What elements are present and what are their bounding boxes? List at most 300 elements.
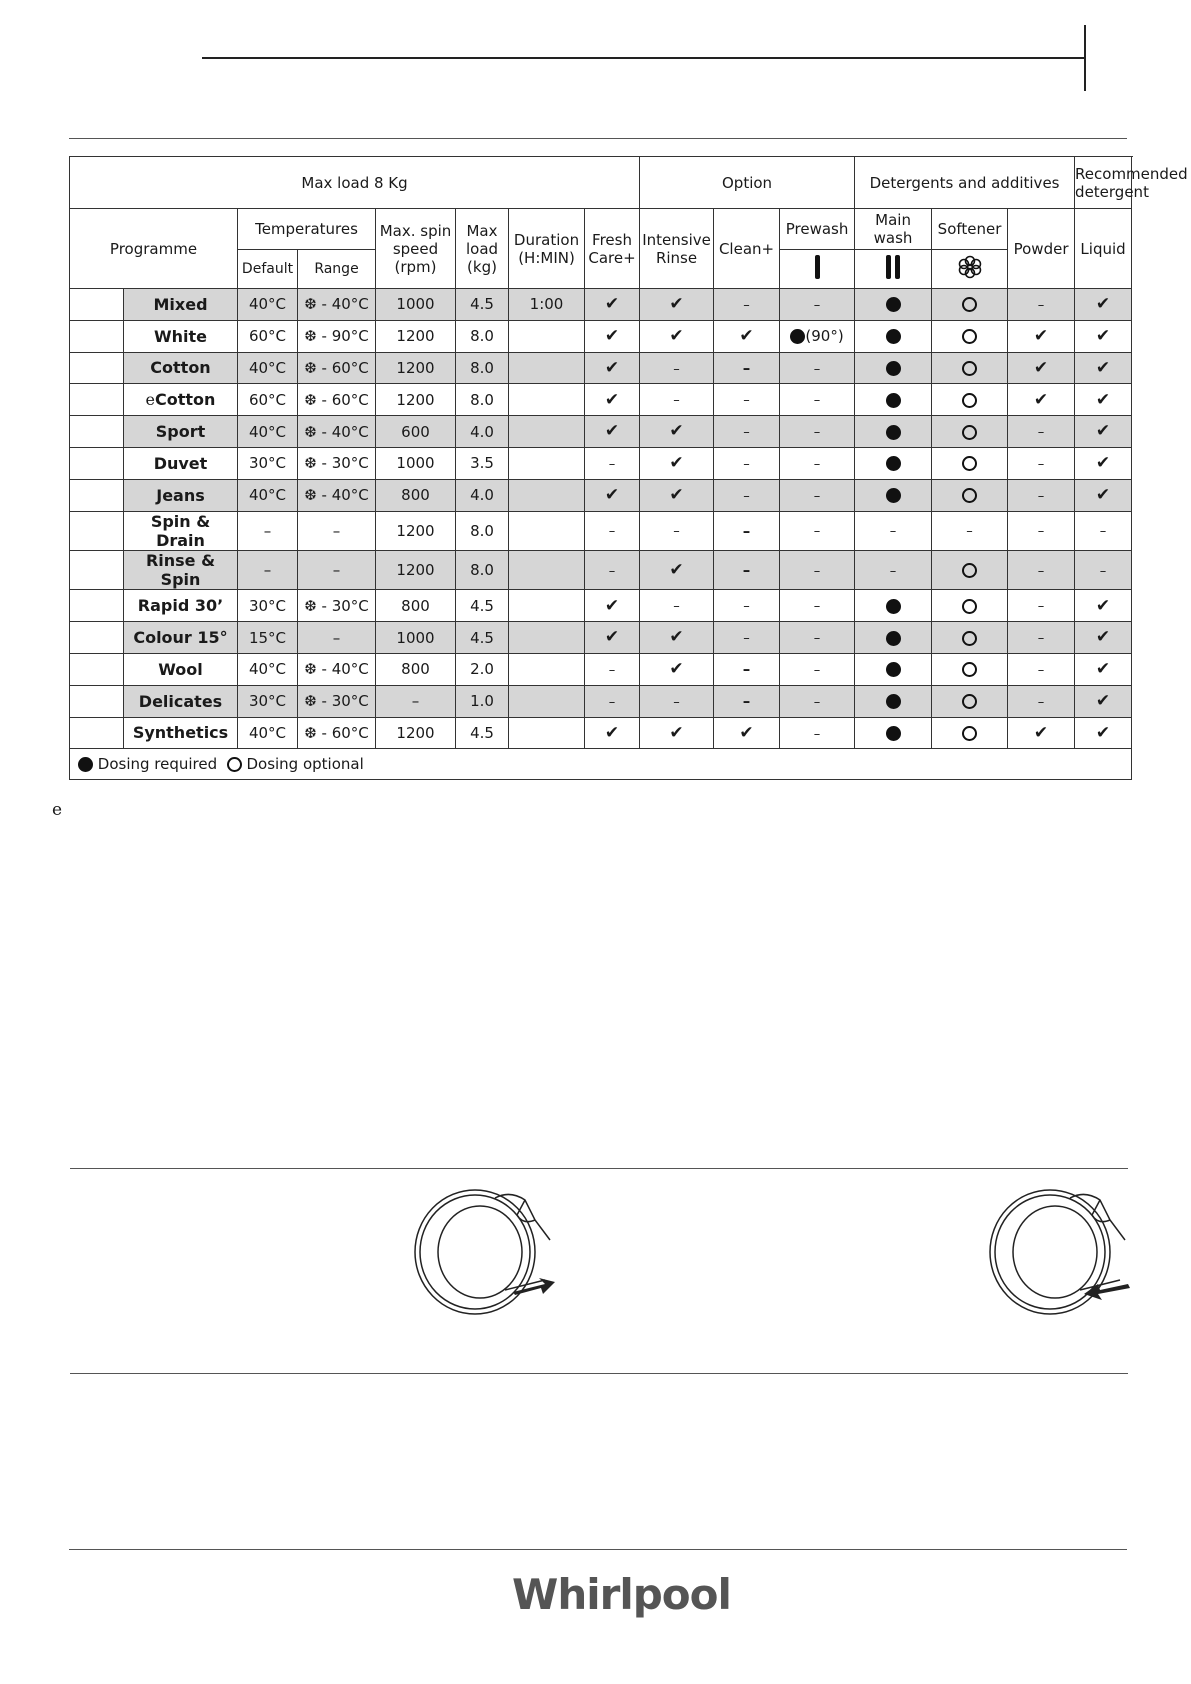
- dash-icon: –: [608, 663, 616, 679]
- door-open-illustration-1: [405, 1180, 565, 1320]
- dash-icon: –: [813, 457, 821, 473]
- check-icon: ✔: [739, 722, 754, 743]
- header-rule: [202, 57, 1086, 59]
- cell-fresh-care: [585, 511, 640, 550]
- dash-icon: –: [1037, 663, 1045, 679]
- programme-name: [124, 653, 238, 685]
- check-icon: ✔: [1095, 389, 1111, 410]
- cell-load: 1.0: [456, 685, 509, 717]
- header-rule-vertical: [1084, 25, 1086, 91]
- cell-softener: [932, 653, 1008, 685]
- cell-load: 4.5: [456, 622, 509, 654]
- cell-liquid: [1075, 511, 1132, 550]
- dosing-required-icon: [886, 393, 901, 408]
- table-row: [70, 352, 1132, 384]
- programme-name: [124, 352, 238, 384]
- check-icon: ✔: [604, 421, 620, 442]
- cell-main-wash: [855, 289, 932, 321]
- cell-powder: [1008, 352, 1075, 384]
- check-icon: ✔: [669, 559, 684, 580]
- check-icon: ✔: [669, 326, 684, 346]
- cell-spin: 1200: [376, 352, 456, 384]
- dash-icon: –: [813, 599, 821, 615]
- check-icon: ✔: [1095, 484, 1111, 505]
- dosing-required-icon: [78, 757, 93, 772]
- temperatures-header: Temperatures: [238, 209, 376, 250]
- cell-softener: [932, 685, 1008, 717]
- dash-icon: –: [742, 358, 751, 377]
- dash-icon: –: [813, 663, 821, 679]
- dash-icon: –: [743, 425, 750, 441]
- cell-liquid: [1075, 717, 1132, 749]
- main-wash-header: Main wash: [855, 209, 932, 250]
- cell-powder: [1008, 289, 1075, 321]
- door-open-illustration-2: [980, 1180, 1140, 1320]
- dosing-required-icon: [886, 361, 901, 376]
- check-icon: ✔: [604, 595, 620, 616]
- dosing-optional-icon: [962, 393, 977, 408]
- table-row: [70, 653, 1132, 685]
- cell-liquid: [1075, 289, 1132, 321]
- cell-fresh-care: [585, 653, 640, 685]
- eco-e-symbol: e: [52, 800, 63, 820]
- dosing-required-icon: [886, 631, 901, 646]
- dosing-optional-icon: [962, 631, 977, 646]
- programme-table: [69, 156, 1188, 780]
- cell-liquid: [1075, 550, 1132, 589]
- cell-prewash: [780, 622, 855, 654]
- cell-fresh-care: [585, 622, 640, 654]
- cell-softener: [932, 289, 1008, 321]
- check-icon: ✔: [1095, 690, 1111, 711]
- dash-icon: –: [742, 561, 751, 580]
- dash-icon: –: [742, 692, 751, 711]
- cell-spin: 1000: [376, 289, 456, 321]
- dash-icon: –: [1037, 488, 1045, 504]
- cell-default: 40°C: [238, 717, 298, 749]
- table-row: [70, 685, 1132, 717]
- cell-default: –: [238, 550, 298, 589]
- programme-name: [124, 384, 238, 416]
- cell-duration: [509, 685, 585, 717]
- cell-liquid: [1075, 447, 1132, 479]
- cell-duration: [509, 320, 585, 352]
- cell-load: 4.0: [456, 416, 509, 448]
- cell-clean-plus: [714, 550, 780, 589]
- dosing-optional-icon: [227, 757, 242, 772]
- legend-optional: Dosing optional: [246, 755, 364, 774]
- programme-name: [124, 511, 238, 550]
- cell-powder: [1008, 320, 1075, 352]
- row-icon-cell: [70, 685, 124, 717]
- cell-default: 40°C: [238, 479, 298, 511]
- cell-prewash: [780, 384, 855, 416]
- cell-spin: 800: [376, 479, 456, 511]
- cell-intensive-rinse: [640, 352, 714, 384]
- cell-powder: [1008, 622, 1075, 654]
- check-icon: ✔: [1095, 722, 1111, 743]
- cell-load: 4.5: [456, 590, 509, 622]
- check-icon: ✔: [1033, 357, 1049, 378]
- cell-fresh-care: [585, 550, 640, 589]
- table-row: [70, 511, 1132, 550]
- range-header: Range: [298, 250, 376, 289]
- dosing-optional-icon: [962, 488, 977, 503]
- recommended-header: Recommended detergent: [1075, 157, 1132, 209]
- cell-prewash: [780, 717, 855, 749]
- row-icon-cell: [70, 511, 124, 550]
- cell-range: ❆ - 40°C: [298, 653, 376, 685]
- programme-name: [124, 622, 238, 654]
- cell-duration: [509, 622, 585, 654]
- programme-label: Synthetics: [132, 723, 229, 743]
- dash-icon: –: [889, 524, 897, 540]
- cell-liquid: [1075, 653, 1132, 685]
- row-icon-cell: [70, 479, 124, 511]
- cell-spin: 800: [376, 653, 456, 685]
- cell-fresh-care: [585, 590, 640, 622]
- dash-icon: –: [743, 599, 750, 615]
- cell-range: –: [298, 550, 376, 589]
- dash-icon: –: [743, 488, 750, 504]
- cell-liquid: [1075, 622, 1132, 654]
- dash-icon: –: [966, 524, 973, 540]
- cell-range: ❆ - 60°C: [298, 717, 376, 749]
- check-icon: ✔: [604, 627, 620, 648]
- cell-range: ❆ - 30°C: [298, 685, 376, 717]
- check-icon: ✔: [1095, 326, 1111, 346]
- cell-intensive-rinse: [640, 622, 714, 654]
- cell-prewash: [780, 416, 855, 448]
- row-icon-cell: [70, 384, 124, 416]
- table-row: [70, 416, 1132, 448]
- programme-label: Duvet: [153, 453, 208, 473]
- default-header: Default: [238, 250, 298, 289]
- cell-clean-plus: [714, 289, 780, 321]
- cell-load: 4.0: [456, 479, 509, 511]
- dash-icon: –: [743, 457, 750, 473]
- section-rule-top: [69, 138, 1127, 139]
- dash-icon: –: [608, 524, 616, 540]
- cell-load: 8.0: [456, 320, 509, 352]
- cell-duration: [509, 447, 585, 479]
- cell-prewash: [780, 550, 855, 589]
- cell-range: ❆ - 90°C: [298, 320, 376, 352]
- cell-load: 8.0: [456, 352, 509, 384]
- cell-clean-plus: [714, 511, 780, 550]
- cell-load: 3.5: [456, 447, 509, 479]
- row-icon-cell: [70, 590, 124, 622]
- softener-header: Softener: [932, 209, 1008, 250]
- cell-range: –: [298, 622, 376, 654]
- dosing-required-icon: [886, 329, 901, 344]
- cell-spin: 600: [376, 416, 456, 448]
- cell-powder: [1008, 511, 1075, 550]
- cell-default: 15°C: [238, 622, 298, 654]
- cell-duration: [509, 416, 585, 448]
- dosing-optional-icon: [962, 329, 977, 344]
- dash-icon: –: [608, 694, 616, 710]
- table-row: [70, 590, 1132, 622]
- cell-duration: [509, 479, 585, 511]
- check-icon: ✔: [1095, 659, 1111, 680]
- cell-softener: [932, 384, 1008, 416]
- programme-label: Wool: [158, 659, 203, 679]
- dosing-optional-icon: [962, 662, 977, 677]
- dosing-optional-icon: [962, 297, 977, 312]
- cell-powder: [1008, 447, 1075, 479]
- row-icon-cell: [70, 352, 124, 384]
- check-icon: ✔: [604, 326, 620, 346]
- cell-range: ❆ - 40°C: [298, 416, 376, 448]
- programme-name: [124, 320, 238, 352]
- programme-name: [124, 685, 238, 717]
- cell-liquid: [1075, 352, 1132, 384]
- dash-icon: –: [673, 393, 680, 409]
- dash-icon: –: [1037, 631, 1045, 647]
- cell-intensive-rinse: [640, 320, 714, 352]
- cell-duration: [509, 384, 585, 416]
- max-load-kg-header: Max load (kg): [456, 209, 509, 289]
- cell-intensive-rinse: [640, 479, 714, 511]
- cell-load: 4.5: [456, 717, 509, 749]
- dash-icon: –: [813, 563, 821, 579]
- check-icon: ✔: [1095, 421, 1111, 442]
- check-icon: ✔: [669, 453, 684, 474]
- cell-liquid: [1075, 479, 1132, 511]
- duration-header: Duration (H:MIN): [509, 209, 585, 289]
- cell-main-wash: [855, 479, 932, 511]
- row-icon-cell: [70, 622, 124, 654]
- cell-powder: [1008, 416, 1075, 448]
- programme-label: Jeans: [156, 485, 205, 505]
- dash-icon: –: [1037, 298, 1045, 314]
- check-icon: ✔: [1033, 389, 1049, 410]
- cell-main-wash: [855, 320, 932, 352]
- dash-icon: –: [608, 457, 616, 473]
- row-icon-cell: [70, 653, 124, 685]
- prewash-icon: [780, 250, 855, 289]
- cell-default: 30°C: [238, 685, 298, 717]
- softener-icon: [932, 250, 1008, 289]
- programme-label: Spin & Drain: [150, 511, 211, 550]
- cell-clean-plus: [714, 416, 780, 448]
- legend: [70, 749, 1132, 780]
- cell-intensive-rinse: [640, 289, 714, 321]
- cell-prewash: [780, 511, 855, 550]
- main-wash-icon: [855, 250, 932, 289]
- table-row: [70, 622, 1132, 654]
- cell-clean-plus: [714, 717, 780, 749]
- cell-default: 60°C: [238, 320, 298, 352]
- cell-softener: [932, 416, 1008, 448]
- cell-main-wash: [855, 416, 932, 448]
- cell-range: ❆ - 40°C: [298, 479, 376, 511]
- cell-default: 40°C: [238, 352, 298, 384]
- cell-softener: [932, 622, 1008, 654]
- cell-liquid: [1075, 416, 1132, 448]
- programme-name: [124, 416, 238, 448]
- cell-duration: [509, 550, 585, 589]
- cell-intensive-rinse: [640, 653, 714, 685]
- cell-main-wash: [855, 447, 932, 479]
- cell-liquid: [1075, 384, 1132, 416]
- programme-name: [124, 717, 238, 749]
- dash-icon: –: [1037, 563, 1045, 579]
- cell-powder: [1008, 479, 1075, 511]
- cell-load: 4.5: [456, 289, 509, 321]
- cell-default: 30°C: [238, 590, 298, 622]
- dosing-required-icon: [886, 425, 901, 440]
- dosing-required-icon: [790, 329, 805, 344]
- option-header: Option: [640, 157, 855, 209]
- cell-fresh-care: [585, 289, 640, 321]
- dash-icon: –: [889, 563, 897, 579]
- cell-duration: [509, 717, 585, 749]
- dash-icon: –: [813, 488, 821, 504]
- table-row: [70, 289, 1132, 321]
- programme-label: Cotton: [150, 358, 211, 378]
- dosing-required-icon: [886, 456, 901, 471]
- dash-icon: –: [1099, 563, 1107, 579]
- detergents-header: Detergents and additives: [855, 157, 1075, 209]
- cell-main-wash: [855, 685, 932, 717]
- row-icon-cell: [70, 289, 124, 321]
- cell-softener: [932, 717, 1008, 749]
- cell-softener: [932, 320, 1008, 352]
- dash-icon: –: [813, 524, 821, 540]
- cell-softener: [932, 590, 1008, 622]
- dash-icon: –: [813, 694, 821, 710]
- cell-fresh-care: [585, 384, 640, 416]
- cell-softener: [932, 352, 1008, 384]
- row-icon-cell: [70, 717, 124, 749]
- cell-prewash: [780, 685, 855, 717]
- cell-spin: 1200: [376, 384, 456, 416]
- clean-plus-header: Clean+: [714, 209, 780, 289]
- table-row: [70, 384, 1132, 416]
- cell-main-wash: [855, 352, 932, 384]
- dash-icon: –: [1037, 599, 1045, 615]
- check-icon: ✔: [604, 357, 620, 378]
- dosing-optional-icon: [962, 563, 977, 578]
- row-icon-cell: [70, 447, 124, 479]
- cell-main-wash: [855, 622, 932, 654]
- max-spin-header: Max. spin speed (rpm): [376, 209, 456, 289]
- dash-icon: –: [742, 521, 751, 540]
- cell-clean-plus: [714, 590, 780, 622]
- powder-header: Powder: [1008, 209, 1075, 289]
- cell-default: –: [238, 511, 298, 550]
- cell-intensive-rinse: [640, 717, 714, 749]
- cell-intensive-rinse: [640, 550, 714, 589]
- cell-spin: 1000: [376, 622, 456, 654]
- section-rule-2: [70, 1168, 1128, 1169]
- legend-required: Dosing required: [97, 755, 218, 774]
- cell-load: 8.0: [456, 384, 509, 416]
- cell-duration: [509, 511, 585, 550]
- intensive-rinse-header: Intensive Rinse: [640, 209, 714, 289]
- dash-icon: –: [608, 563, 616, 579]
- dash-icon: –: [742, 660, 751, 679]
- section-rule-4: [69, 1549, 1127, 1550]
- check-icon: ✔: [604, 389, 620, 410]
- cell-clean-plus: [714, 653, 780, 685]
- programme-label: Delicates: [138, 691, 223, 711]
- cell-range: ❆ - 30°C: [298, 447, 376, 479]
- liquid-header: Liquid: [1075, 209, 1132, 289]
- cell-clean-plus: [714, 320, 780, 352]
- table-row: [70, 550, 1132, 589]
- programme-label: Rapid 30’: [137, 596, 224, 616]
- check-icon: ✔: [604, 484, 620, 505]
- cell-intensive-rinse: [640, 384, 714, 416]
- check-icon: ✔: [1095, 595, 1111, 616]
- dash-icon: –: [813, 631, 821, 647]
- cell-fresh-care: [585, 352, 640, 384]
- cell-duration: [509, 352, 585, 384]
- check-icon: ✔: [1095, 294, 1111, 315]
- dash-icon: –: [813, 726, 821, 742]
- cell-default: 40°C: [238, 289, 298, 321]
- check-icon: ✔: [739, 326, 754, 346]
- cell-main-wash: [855, 550, 932, 589]
- dosing-optional-icon: [962, 361, 977, 376]
- cell-fresh-care: [585, 717, 640, 749]
- whirlpool-logo: Whirlpool: [512, 1570, 731, 1619]
- row-icon-cell: [70, 550, 124, 589]
- cell-powder: [1008, 590, 1075, 622]
- cell-fresh-care: [585, 685, 640, 717]
- dash-icon: –: [1037, 524, 1045, 540]
- cell-softener: [932, 550, 1008, 589]
- cell-prewash: [780, 289, 855, 321]
- cell-default: 40°C: [238, 653, 298, 685]
- cell-fresh-care: [585, 416, 640, 448]
- dosing-optional-icon: [962, 726, 977, 741]
- cell-intensive-rinse: [640, 511, 714, 550]
- cell-load: 8.0: [456, 550, 509, 589]
- dosing-required-icon: [886, 694, 901, 709]
- cell-powder: [1008, 550, 1075, 589]
- table-row: [70, 447, 1132, 479]
- row-icon-cell: [70, 320, 124, 352]
- cell-main-wash: [855, 384, 932, 416]
- cell-main-wash: [855, 590, 932, 622]
- cell-default: 40°C: [238, 416, 298, 448]
- dosing-optional-icon: [962, 694, 977, 709]
- dosing-optional-icon: [962, 425, 977, 440]
- cell-spin: 1000: [376, 447, 456, 479]
- cell-prewash: [780, 653, 855, 685]
- dash-icon: –: [1037, 457, 1045, 473]
- cell-softener: [932, 447, 1008, 479]
- check-icon: ✔: [1095, 453, 1111, 474]
- programme-label: Cotton: [155, 390, 216, 410]
- cell-main-wash: [855, 717, 932, 749]
- programme-label: Colour 15°: [133, 627, 228, 647]
- cell-powder: [1008, 717, 1075, 749]
- dash-icon: –: [1037, 425, 1045, 441]
- dosing-optional-icon: [962, 456, 977, 471]
- check-icon: ✔: [1033, 326, 1049, 346]
- cell-fresh-care: [585, 479, 640, 511]
- cell-default: 60°C: [238, 384, 298, 416]
- cell-clean-plus: [714, 352, 780, 384]
- table-row: [70, 320, 1132, 352]
- programme-name: [124, 479, 238, 511]
- dosing-required-icon: [886, 662, 901, 677]
